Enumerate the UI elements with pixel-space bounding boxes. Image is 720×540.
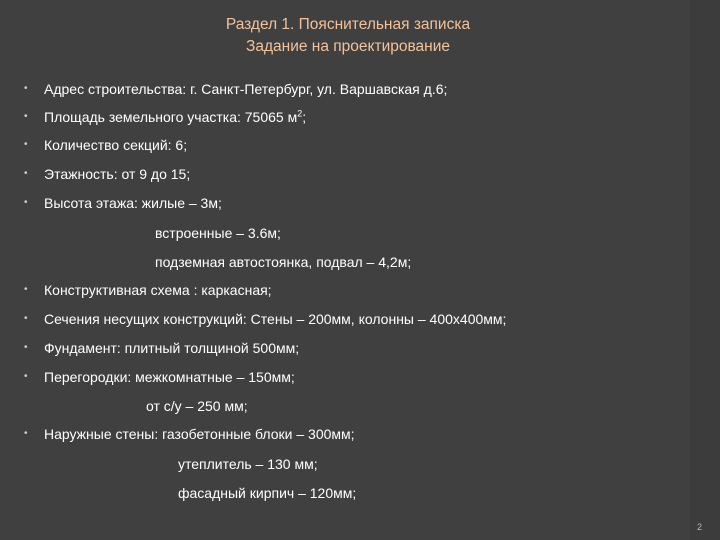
- list-item-address: Адрес строительства: г. Санкт-Петербург, ул. Варшавская д.6;: [44, 81, 448, 97]
- superscript: 2: [297, 108, 303, 119]
- bullet-icon: •: [24, 371, 28, 382]
- bullet-icon: •: [24, 139, 28, 150]
- continuation-line: встроенные – 3.6м;: [155, 225, 281, 241]
- bullet-icon: •: [24, 428, 28, 439]
- list-item-floors: Этажность: от 9 до 15;: [44, 166, 191, 182]
- continuation-line: подземная автостоянка, подвал – 4,2м;: [155, 254, 412, 270]
- bullet-icon: •: [24, 342, 28, 353]
- list-item-outer-walls: Наружные стены: газобетонные блоки – 300мм;: [44, 426, 355, 442]
- bullet-icon: •: [24, 284, 28, 295]
- list-item-area: Площадь земельного участка: 75065 $м^2$;: [44, 108, 307, 125]
- page-number: 2: [696, 522, 702, 532]
- list-item-sections: Количество секций: 6;: [44, 137, 188, 153]
- continuation-line: от с/у – 250 мм;: [146, 398, 248, 414]
- bullet-icon: •: [24, 83, 28, 94]
- list-item-partitions: Перегородки: межкомнатные – 150мм;: [44, 369, 295, 385]
- continuation-line: утеплитель – 130 мм;: [178, 456, 318, 472]
- bullet-icon: •: [24, 313, 28, 324]
- list-item-sections-load: Сечения несущих конструкций: Стены – 200мм, колонны – 400х400мм;: [44, 311, 507, 327]
- bullet-icon: •: [24, 111, 28, 122]
- list-item-floor-height: Высота этажа: жилые – 3м;: [44, 195, 222, 211]
- slide-title: [150, 14, 546, 58]
- continuation-line: фасадный кирпич – 120мм;: [178, 485, 357, 501]
- bullet-icon: •: [24, 197, 28, 208]
- bullet-icon: •: [24, 168, 28, 179]
- title-line-2: Задание на проектирование: [245, 38, 450, 55]
- list-item-structure: Конструктивная схема : каркасная;: [44, 282, 272, 298]
- title-line-1: Раздел 1. Пояснительная записка: [225, 16, 471, 33]
- list-item-foundation: Фундамент: плитный толщиной 500мм;: [44, 340, 300, 356]
